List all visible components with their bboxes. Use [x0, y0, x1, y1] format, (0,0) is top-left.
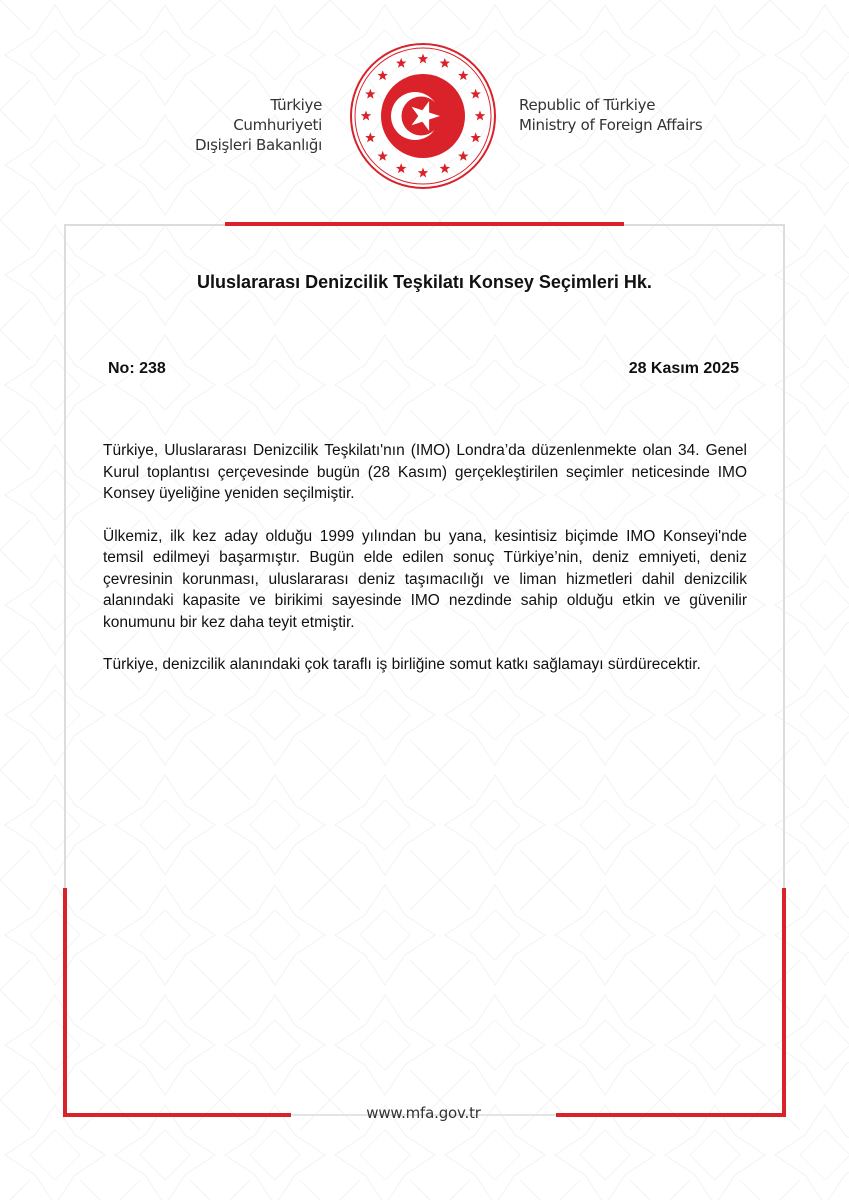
- ring-star-icon: [365, 132, 375, 142]
- header-left-line1: Türkiye Cumhuriyeti: [233, 96, 322, 134]
- paragraph-3: Türkiye, denizcilik alanındaki çok taraflı iş birliğine somut katkı sağlamayı sürdürecektir.: [103, 656, 701, 673]
- ring-star-icon: [440, 163, 450, 173]
- paragraph-1: Türkiye, Uluslararası Denizcilik Teşkilatı'nın (IMO) Londra’da düzenlenmekte olan 34. Genel Kurul toplantısı çerçevesinde bugün (28 Kasım) gerçekleştirilen seçimler neticesinde IMO Konsey üyeliğine yeniden seçilmiştir.: [103, 442, 747, 502]
- footer-website: www.mfa.gov.tr: [366, 1104, 481, 1122]
- ring-star-icon: [470, 89, 480, 99]
- document-date: 28 Kasım 2025: [628, 360, 739, 377]
- document-number: No: 238: [108, 360, 166, 377]
- frame-right-accent: [782, 888, 786, 1116]
- document-body: [103, 440, 747, 697]
- frame-bottom-right-accent: [556, 1113, 786, 1117]
- ring-star-icon: [440, 58, 450, 68]
- ministry-name-turkish: [190, 95, 322, 155]
- ring-star-icon: [377, 70, 387, 80]
- frame-right-line: [783, 224, 785, 890]
- ring-star-icon: [418, 168, 428, 178]
- frame-left-line: [64, 224, 66, 890]
- ring-star-icon: [475, 111, 485, 121]
- paragraph-2: Ülkemiz, ilk kez aday olduğu 1999 yılından bu yana, kesintisiz biçimde IMO Konseyi'nde temsil edilmeyi başarmıştır. Bugün elde edilen sonuç Türkiye’nin, deniz emniyeti, deniz çevresinin korunması, uluslararası deniz taşımacılığı ve liman hizmetleri dahil denizcilik alanındaki kapasite ve birikimi sayesinde IMO nezdinde sahip olduğu etkin ve güvenilir konumunu bir kez daha teyit etmiştir.: [103, 527, 747, 631]
- ring-star-icon: [396, 163, 406, 173]
- header-right-line2: Ministry of Foreign Affairs: [519, 116, 703, 134]
- header-left-line2: Dışişleri Bakanlığı: [195, 136, 322, 154]
- document-title: Uluslararası Denizcilik Teşkilatı Konsey Seçimleri Hk.: [197, 272, 652, 292]
- ring-star-icon: [396, 58, 406, 68]
- ring-star-icon: [365, 89, 375, 99]
- crescent-star-emblem-icon: [349, 42, 497, 190]
- header-right-line1: Republic of Türkiye: [519, 96, 656, 114]
- ring-star-icon: [361, 111, 371, 121]
- ring-star-icon: [377, 151, 387, 161]
- ring-star-icon: [458, 151, 468, 161]
- frame-top-accent: [225, 222, 624, 226]
- frame-left-accent: [63, 888, 67, 1116]
- ministry-name-english: [519, 95, 739, 135]
- ring-star-icon: [418, 54, 428, 64]
- ring-star-icon: [458, 70, 468, 80]
- frame-bottom-left-accent: [63, 1113, 291, 1117]
- ring-star-icon: [470, 132, 480, 142]
